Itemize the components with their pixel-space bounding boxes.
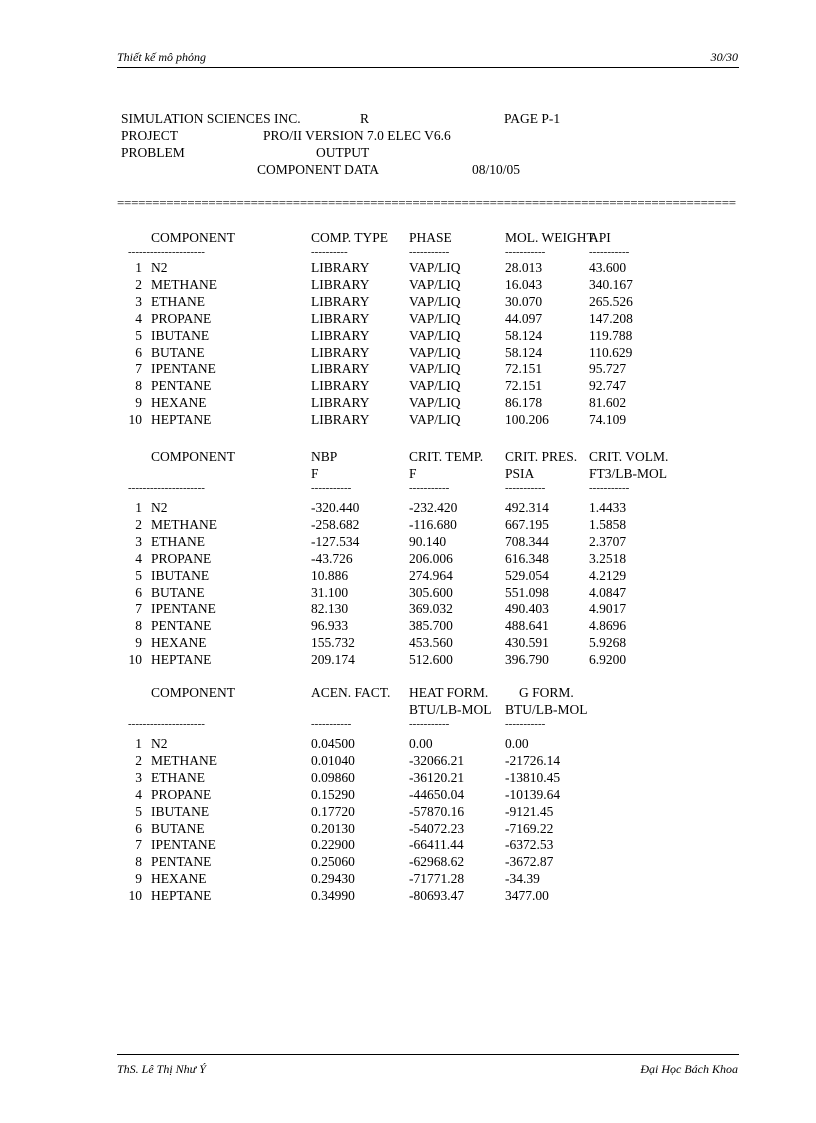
table-cell: 4.0847 [589,584,627,600]
table-cell: LIBRARY [311,260,370,275]
component-name: IPENTANE [151,361,216,377]
table-cell: -232.420 [409,500,458,515]
table-cell: 2.3707 [589,533,627,549]
row-number: 6 [135,820,142,836]
table-cell: 616.348 [505,550,549,566]
row-number: 2 [135,516,142,532]
table-cell: -7169.22 [505,820,554,836]
table-cell: 16.043 [505,276,543,292]
component-name: IPENTANE [151,601,216,617]
table-cell: 90.140 [409,533,447,549]
component-name: METHANE [151,276,217,292]
table-cell: VAP/LIQ [409,293,461,309]
row-number: 8 [135,618,142,634]
row-number: 6 [135,584,142,600]
column-unit: F [311,466,319,481]
column-unit: FT3/LB-MOL [589,466,668,481]
table-cell: -62968.62 [409,854,465,870]
table-cell: LIBRARY [311,378,370,394]
component-name: BUTANE [151,344,205,360]
row-number: 7 [135,837,142,853]
row-number: 8 [135,378,142,394]
table-cell: 492.314 [505,500,549,515]
column-header: PHASE [409,230,452,245]
project-label: PROJECT [121,128,179,143]
table-cell: -71771.28 [409,871,465,887]
table-cell: -3672.87 [505,854,554,870]
table-cell: 95.727 [589,361,627,377]
column-divider: ----------- [311,718,352,730]
table-cell: 0.29430 [311,871,355,887]
column-divider: ----------- [589,246,630,258]
row-number: 6 [135,344,142,360]
table-cell: 0.00 [409,736,433,751]
row-number: 1 [135,260,142,275]
table-cell: VAP/LIQ [409,378,461,394]
table-cell: VAP/LIQ [409,260,461,275]
footer-author: ThS. Lê Thị Như Ý [117,1062,206,1076]
table-cell: 396.790 [505,652,549,668]
table-cell: 667.195 [505,516,549,532]
column-header: ACEN. FACT. [311,685,391,700]
row-number: 8 [135,854,142,870]
table-cell: -10139.64 [505,786,561,802]
row-number: 4 [135,310,142,326]
table-cell: -57870.16 [409,803,465,819]
table-cell: LIBRARY [311,344,370,360]
component-name: PROPANE [151,786,212,802]
table-cell: VAP/LIQ [409,361,461,377]
component-name: N2 [151,500,168,515]
row-number: 9 [135,871,142,887]
table-cell: LIBRARY [311,327,370,343]
table-cell: 96.933 [311,618,349,634]
table-cell: LIBRARY [311,293,370,309]
table-cell: 385.700 [409,618,453,634]
column-header: CRIT. VOLM. [589,449,669,464]
column-header: G FORM. [519,685,574,700]
table-cell: 708.344 [505,533,549,549]
table-cell: LIBRARY [311,276,370,292]
column-unit: BTU/LB-MOL [505,702,588,717]
row-number: 10 [128,888,142,904]
table-cell: 74.109 [589,412,627,428]
table-cell: 86.178 [505,395,543,411]
table-cell: 1.5858 [589,516,627,532]
column-divider: ----------- [409,482,450,494]
table-cell: 30.070 [505,293,543,309]
row-number: 3 [135,769,142,785]
table-cell: 58.124 [505,344,543,360]
table-cell: VAP/LIQ [409,344,461,360]
column-divider: ----------- [589,482,630,494]
component-name: BUTANE [151,820,205,836]
report-page-label: PAGE P-1 [504,111,561,126]
table-cell: 3477.00 [505,888,549,904]
table-cell: 453.560 [409,635,453,651]
column-header: API [589,230,611,245]
row-number: 1 [135,736,142,751]
page-number: 30/30 [710,50,738,64]
table-cell: 305.600 [409,584,453,600]
table-cell: LIBRARY [311,310,370,326]
column-header: COMPONENT [151,449,236,464]
table-cell: 0.17720 [311,803,355,819]
separator-line: ======================================================================================== [117,195,736,210]
table-cell: -320.440 [311,500,360,515]
component-name: HEXANE [151,635,207,651]
row-number: 2 [135,752,142,768]
table-cell: 265.526 [589,293,633,309]
row-number: 2 [135,276,142,292]
table-cell: LIBRARY [311,361,370,377]
row-number: 7 [135,601,142,617]
table-cell: 44.097 [505,310,543,326]
table-cell: -66411.44 [409,837,464,853]
row-number: 5 [135,567,142,583]
table-cell: 209.174 [311,652,355,668]
table-cell: 72.151 [505,361,543,377]
table-cell: 58.124 [505,327,543,343]
table-cell: 0.01040 [311,752,355,768]
row-number: 7 [135,361,142,377]
table-cell: VAP/LIQ [409,310,461,326]
table-cell: 274.964 [409,567,453,583]
component-name: HEPTANE [151,888,212,904]
table-cell: 43.600 [589,260,627,275]
table-cell: -36120.21 [409,769,465,785]
column-divider: --------------------- [128,718,205,730]
table-cell: 430.591 [505,635,549,651]
column-header: NBP [311,449,338,464]
column-divider: ----------- [311,482,352,494]
column-divider: ---------- [311,246,348,258]
table-cell: 82.130 [311,601,349,617]
output-label: OUTPUT [316,145,370,160]
component-name: BUTANE [151,584,205,600]
table-cell: 551.098 [505,584,549,600]
row-number: 4 [135,786,142,802]
column-header: COMPONENT [151,685,236,700]
table-cell: 28.013 [505,260,543,275]
component-name: PROPANE [151,310,212,326]
column-divider: ----------- [409,246,450,258]
table-cell: 100.206 [505,412,549,428]
table-cell: 5.9268 [589,635,627,651]
table-cell: 4.9017 [589,601,627,617]
table-cell: -80693.47 [409,888,465,904]
component-name: HEXANE [151,871,207,887]
table-cell: -43.726 [311,550,353,566]
component-name: PENTANE [151,618,212,634]
table-cell: 0.09860 [311,769,355,785]
table-cell: 490.403 [505,601,549,617]
component-name: PENTANE [151,378,212,394]
table-cell: 3.2518 [589,550,627,566]
table-cell: 31.100 [311,584,349,600]
column-unit: BTU/LB-MOL [409,702,492,717]
table-cell: 4.8696 [589,618,627,634]
column-divider: ----------- [505,246,546,258]
component-name: METHANE [151,752,217,768]
table-cell: VAP/LIQ [409,395,461,411]
footer-rule [117,1054,739,1055]
table-cell: -44650.04 [409,786,465,802]
column-divider: --------------------- [128,246,205,258]
table-cell: -21726.14 [505,752,561,768]
row-number: 3 [135,293,142,309]
component-name: IBUTANE [151,327,210,343]
column-unit: PSIA [505,466,535,481]
column-header: MOL. WEIGHT [505,230,595,245]
component-name: METHANE [151,516,217,532]
table-cell: -6372.53 [505,837,554,853]
table-cell: 119.788 [589,327,633,343]
component-name: PROPANE [151,550,212,566]
table-cell: -13810.45 [505,769,561,785]
table-cell: 0.25060 [311,854,355,870]
row-number: 5 [135,327,142,343]
column-divider: ----------- [409,718,450,730]
column-unit: F [409,466,417,481]
table-cell: 340.167 [589,276,633,292]
component-name: ETHANE [151,533,205,549]
table-cell: 488.641 [505,618,549,634]
table-cell: 529.054 [505,567,549,583]
table-cell: 0.04500 [311,736,355,751]
table-cell: 1.4433 [589,500,627,515]
row-number: 10 [128,412,142,428]
table-cell: VAP/LIQ [409,412,461,428]
component-name: HEPTANE [151,412,212,428]
column-divider: --------------------- [128,482,205,494]
table-cell: 6.9200 [589,652,627,668]
report-date: 08/10/05 [472,162,521,177]
footer-institution: Đại Học Bách Khoa [640,1062,738,1076]
row-number: 3 [135,533,142,549]
row-number: 9 [135,635,142,651]
row-number: 9 [135,395,142,411]
table-cell: -32066.21 [409,752,465,768]
column-header: HEAT FORM. [409,685,489,700]
table-cell: VAP/LIQ [409,327,461,343]
table-cell: 10.886 [311,567,349,583]
table-cell: 4.2129 [589,567,627,583]
component-name: N2 [151,736,168,751]
table-cell: 110.629 [589,344,633,360]
table-cell: 0.22900 [311,837,355,853]
row-number: 5 [135,803,142,819]
table-cell: 369.032 [409,601,453,617]
column-header: CRIT. TEMP. [409,449,484,464]
registered-mark: R [360,111,370,126]
column-divider: ----------- [505,718,546,730]
column-header: COMP. TYPE [311,230,389,245]
table-cell: 81.602 [589,395,627,411]
component-name: IBUTANE [151,567,210,583]
company-name: SIMULATION SCIENCES INC. [121,111,301,126]
row-number: 1 [135,500,142,515]
table-cell: -54072.23 [409,820,465,836]
table-cell: VAP/LIQ [409,276,461,292]
table-cell: 147.208 [589,310,633,326]
table-cell: 0.20130 [311,820,355,836]
component-name: PENTANE [151,854,212,870]
header-rule [117,67,739,68]
column-header: CRIT. PRES. [505,449,578,464]
table-cell: 0.34990 [311,888,355,904]
component-name: ETHANE [151,769,205,785]
table-cell: 0.00 [505,736,529,751]
table-cell: 155.732 [311,635,355,651]
table-cell: -34.39 [505,871,540,887]
table-cell: 0.15290 [311,786,355,802]
component-name: HEPTANE [151,652,212,668]
section-title: COMPONENT DATA [257,162,380,177]
table-cell: -127.534 [311,533,360,549]
table-cell: -9121.45 [505,803,554,819]
table-cell: 92.747 [589,378,627,394]
table-cell: LIBRARY [311,395,370,411]
table-cell: LIBRARY [311,412,370,428]
component-name: IBUTANE [151,803,210,819]
page-header-title: Thiết kế mô phỏng [117,50,206,64]
column-header: COMPONENT [151,230,236,245]
table-cell: -258.682 [311,516,360,532]
problem-label: PROBLEM [121,145,185,160]
column-divider: ----------- [505,482,546,494]
table-cell: 206.006 [409,550,453,566]
version-label: PRO/II VERSION 7.0 ELEC V6.6 [263,128,451,143]
row-number: 4 [135,550,142,566]
table-cell: 72.151 [505,378,543,394]
component-name: HEXANE [151,395,207,411]
table-cell: -116.680 [409,516,457,532]
component-name: ETHANE [151,293,205,309]
table-cell: 512.600 [409,652,453,668]
component-name: N2 [151,260,168,275]
row-number: 10 [128,652,142,668]
component-name: IPENTANE [151,837,216,853]
